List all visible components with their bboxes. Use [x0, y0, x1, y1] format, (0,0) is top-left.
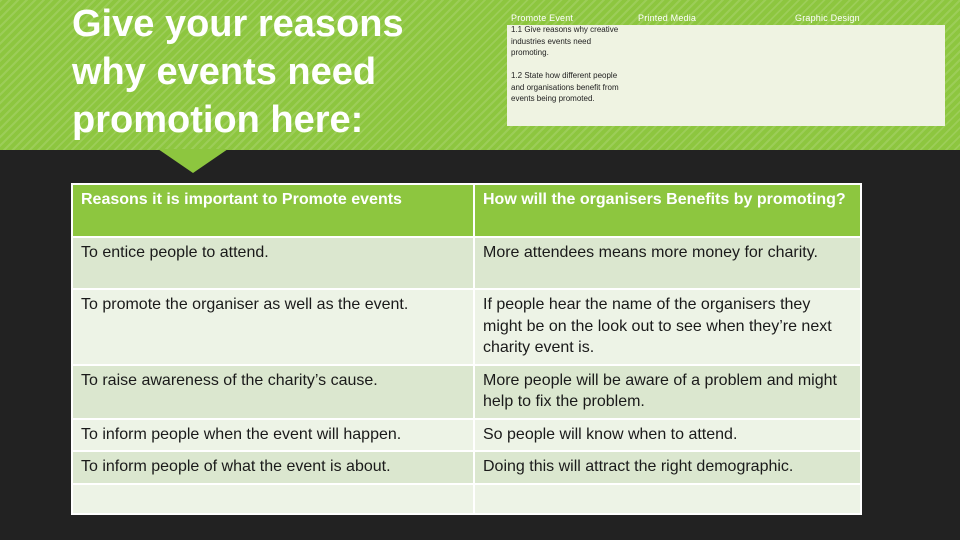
table-cell: More attendees means more money for charity. — [474, 237, 861, 289]
table-header-cell: How will the organisers Benefits by promoting? — [474, 184, 861, 237]
banner-pointer — [158, 149, 228, 173]
table-cell: To promote the organiser as well as the event. — [72, 289, 474, 365]
table-header-cell: Reasons it is important to Promote events — [72, 184, 474, 237]
table-cell: So people will know when to attend. — [474, 419, 861, 452]
table-row — [72, 484, 861, 514]
table-header-row — [72, 184, 861, 237]
table-row — [72, 289, 861, 365]
header-label-promote-event: Promote Event — [511, 13, 574, 23]
table-cell: If people hear the name of the organisers they might be on the look out to see when they’re next charity event is. — [474, 289, 861, 365]
table-row — [72, 451, 861, 484]
table-cell: Doing this will attract the right demographic. — [474, 451, 861, 484]
table-cell: More people will be aware of a problem and might help to fix the problem. — [474, 365, 861, 419]
reasons-table — [71, 183, 862, 515]
slide-title: Give your reasons why events need promotion here: — [72, 3, 404, 141]
table-row — [72, 419, 861, 452]
header-label-graphic-design: Graphic Design — [795, 13, 860, 23]
header-label-printed-media: Printed Media — [638, 13, 697, 23]
table-cell: To inform people when the event will happen. — [72, 419, 474, 452]
table-row — [72, 365, 861, 419]
table-cell: To raise awareness of the charity’s cause. — [72, 365, 474, 419]
note-1-1: 1.1 Give reasons why creative industries events need promoting. — [511, 25, 619, 57]
table-cell — [72, 484, 474, 514]
table-cell: To entice people to attend. — [72, 237, 474, 289]
table-cell: To inform people of what the event is about. — [72, 451, 474, 484]
table-cell — [474, 484, 861, 514]
table-row — [72, 237, 861, 289]
note-1-2: 1.2 State how different people and organisations benefit from events being promoted. — [511, 71, 619, 103]
